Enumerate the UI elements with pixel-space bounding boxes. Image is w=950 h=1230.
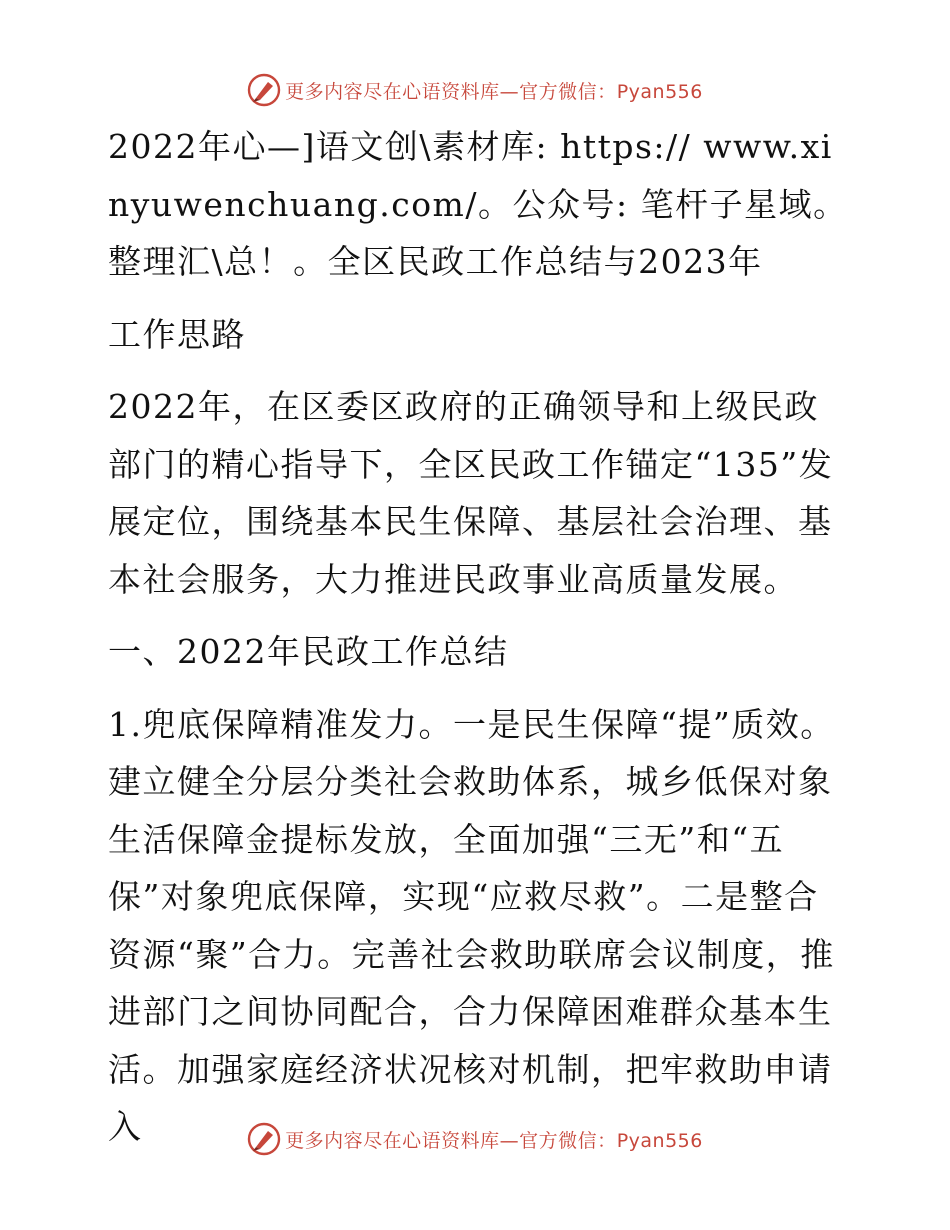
document-body [98,118,850,1156]
pen-nib-logo-icon [247,73,281,107]
footer-banner [0,1119,950,1159]
document-title-continuation: 工作思路 [108,314,246,354]
header-banner [0,70,950,110]
paragraph-1: 2022年，在区委区政府的正确领导和上级民政部门的精心指导下，全区民政工作锚定“135”发展定位，围绕基本民生保障、基层社会治理、基本社会服务，大力推进民政事业高质量发展。 [108,387,834,599]
section-heading: 一、2022年民政工作总结 [108,632,509,671]
banner-separator: — [499,80,520,103]
banner-text [285,77,703,104]
banner-text [285,1126,703,1153]
document-intro: 2022年心—]语文创\素材库: https:// www.xinyuwenchuang.com/。公众号: 笔杆子星域。整理汇\总！。全区民政工作总结与2023年 [108,127,848,281]
banner-wechat-id: Pyan556 [616,80,703,103]
banner-wechat-label: 官方微信： [519,1129,617,1152]
banner-wechat-id: Pyan556 [616,1129,703,1152]
paragraph-2: 1.兜底保障精准发力。一是民生保障“提”质效。建立健全分层分类社会救助体系，城乡低保对象生活保障金提标发放，全面加强“三无”和“五保”对象兜底保障，实现“应救尽救”。二是整合资源“聚”合力。完善社会救助联席会议制度，推进部门之间协同配合，合力保障困难群众基本生活。加强家庭经济状况核对机制，把牢救助申请入 [108,704,835,1146]
banner-main-text: 更多内容尽在心语资料库 [285,1129,500,1152]
banner-main-text: 更多内容尽在心语资料库 [285,80,500,103]
pen-nib-logo-icon [247,1122,281,1156]
banner-wechat-label: 官方微信： [519,80,617,103]
banner-separator: — [499,1129,520,1152]
